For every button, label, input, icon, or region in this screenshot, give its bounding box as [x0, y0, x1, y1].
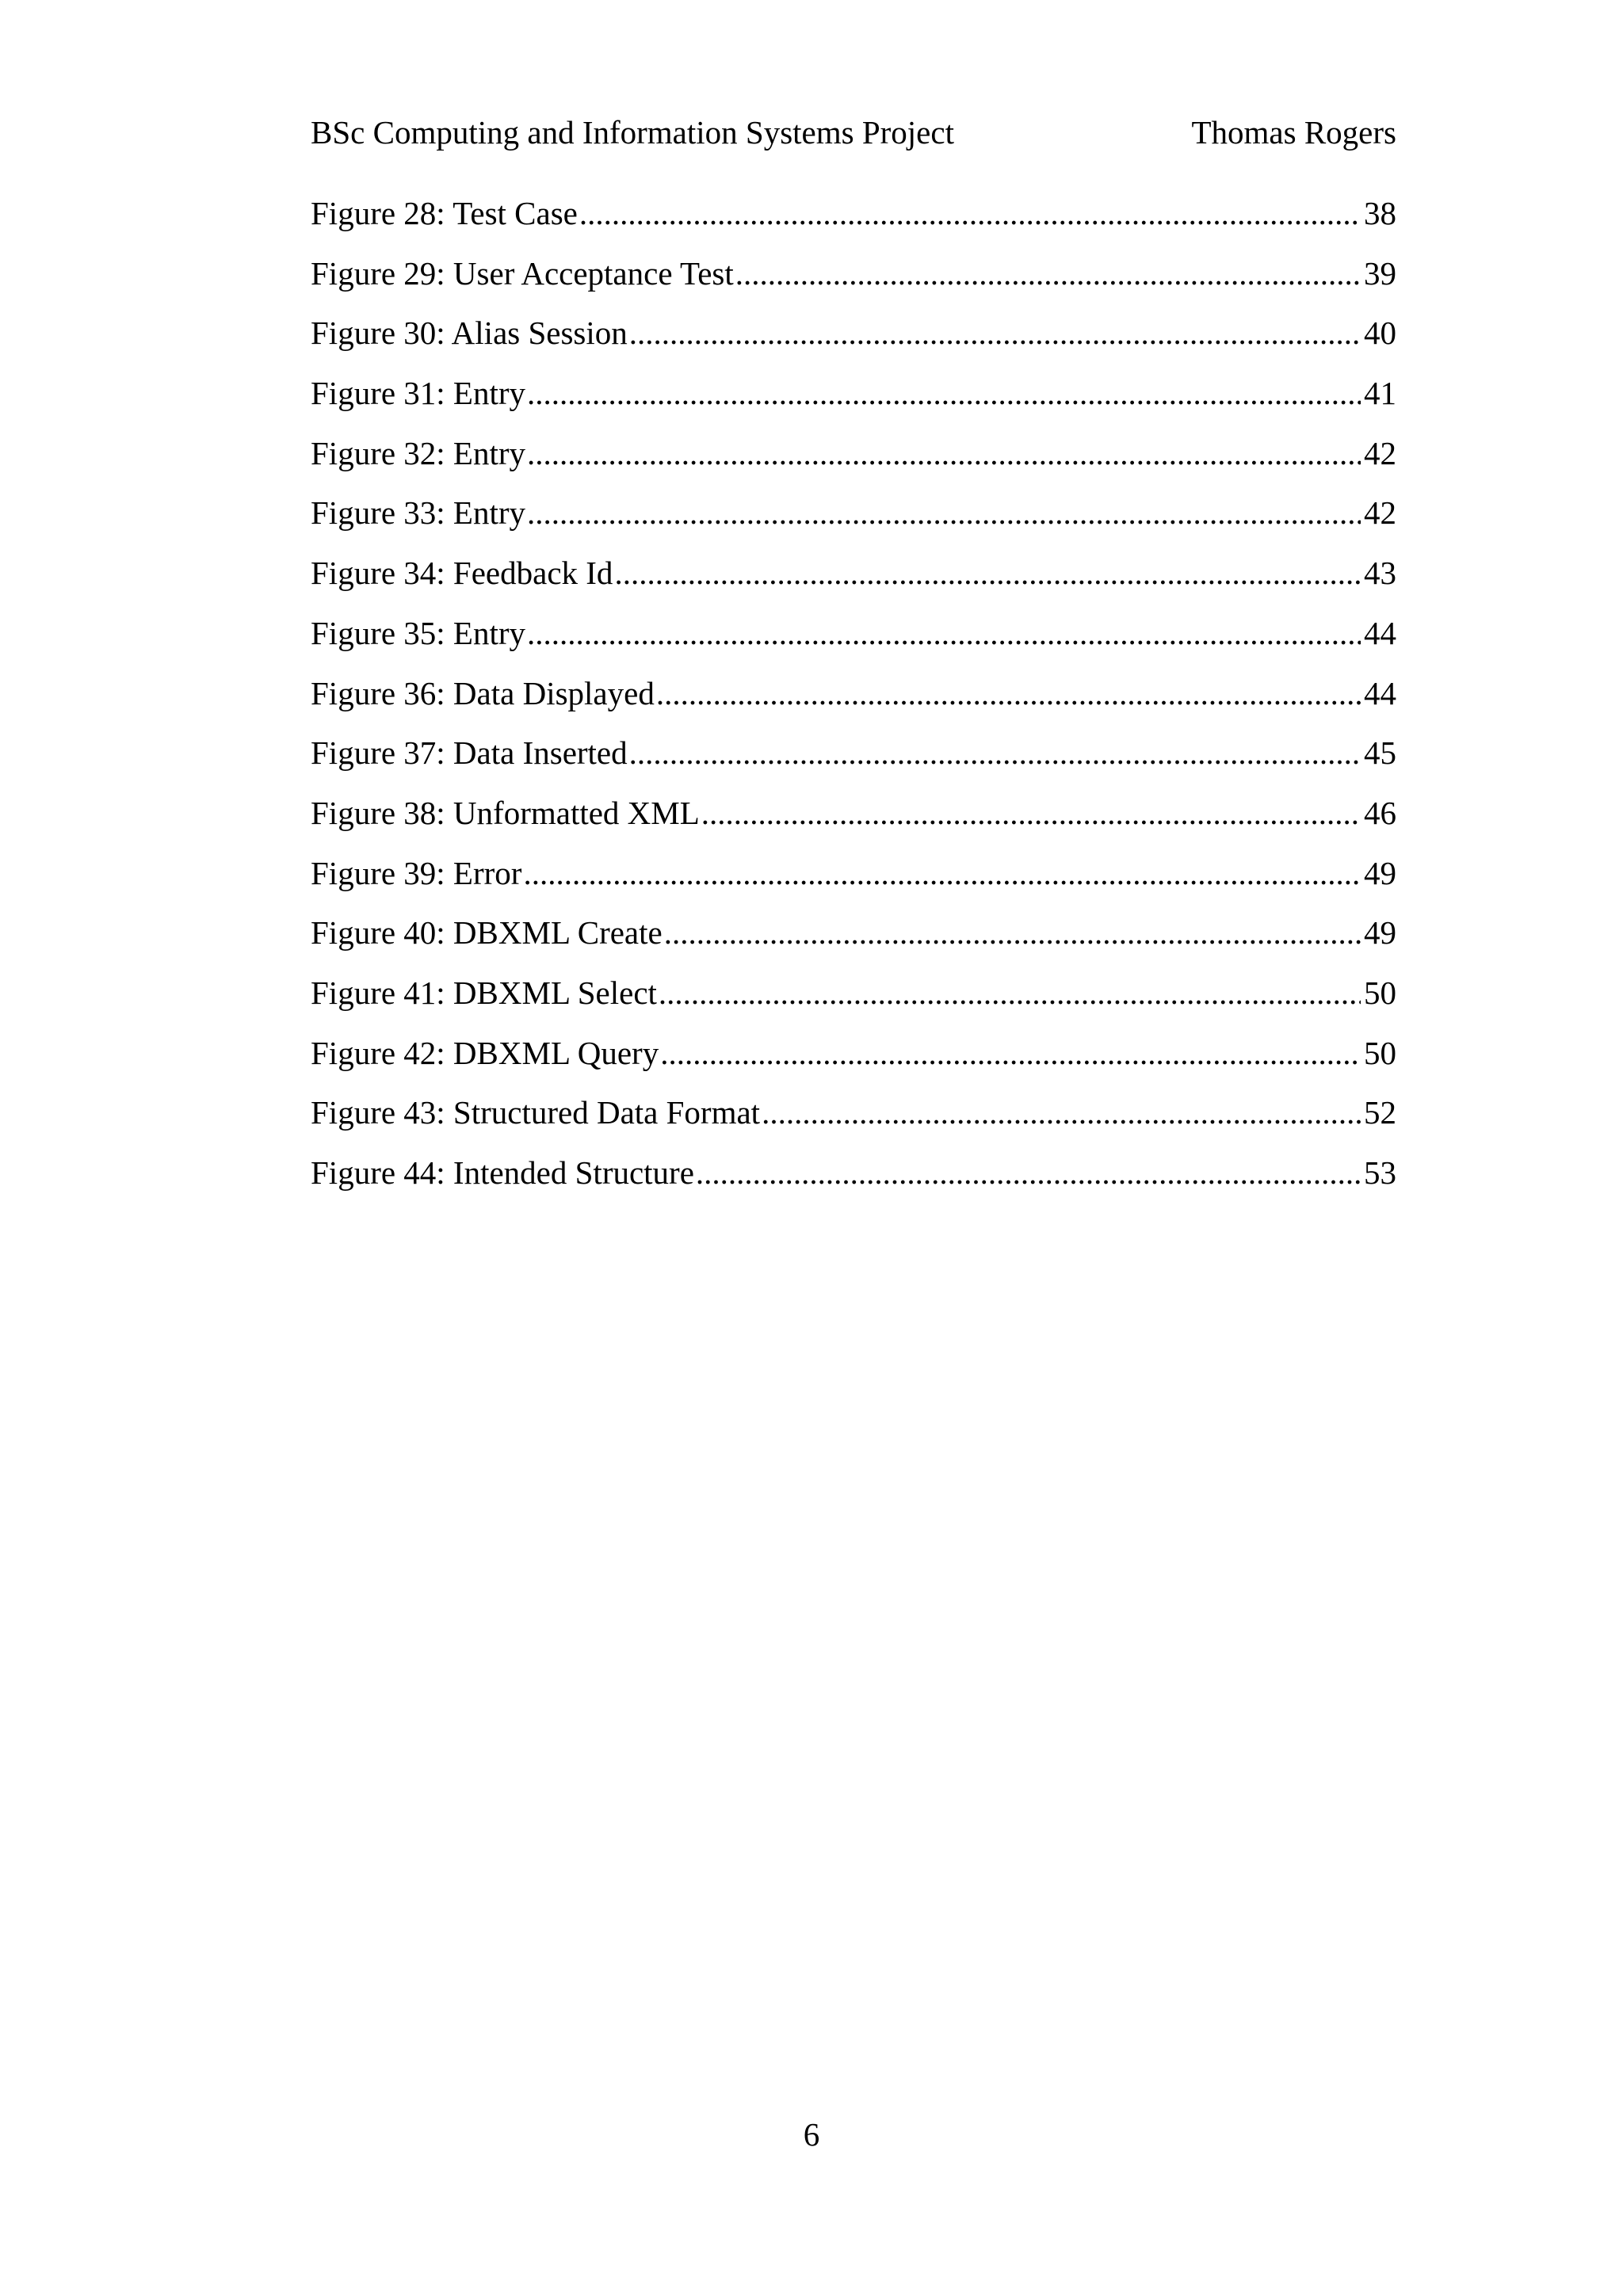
toc-entry-label: Figure 32: Entry: [311, 434, 526, 471]
toc-dot-leader: [527, 609, 1361, 657]
toc-entry-label: Figure 28: Test Case: [311, 195, 578, 231]
toc-dot-leader: [614, 549, 1361, 597]
toc-dot-leader: [527, 369, 1361, 417]
toc-entry-page: 39: [1364, 254, 1396, 292]
toc-entry-label: Figure 36: Data Displayed: [311, 674, 655, 711]
toc-entry-page: 44: [1364, 614, 1396, 651]
toc-entry-label: Figure 40: DBXML Create: [311, 914, 663, 952]
toc-entry[interactable]: [311, 189, 1396, 250]
toc-dot-leader: [656, 669, 1361, 717]
toc-entry[interactable]: [311, 369, 1396, 429]
toc-dot-leader: [659, 969, 1361, 1016]
document-title: BSc Computing and Information Systems Project: [311, 114, 954, 151]
toc-dot-leader: [629, 309, 1361, 357]
toc-entry[interactable]: [311, 429, 1396, 490]
toc-entry-page: 41: [1364, 375, 1396, 412]
toc-entry-label: Figure 44: Intended Structure: [311, 1154, 694, 1191]
toc-dot-leader: [696, 1149, 1361, 1196]
toc-entry-page: 43: [1364, 555, 1396, 592]
toc-entry[interactable]: [311, 489, 1396, 549]
toc-entry-label: Figure 39: Error: [311, 854, 522, 891]
toc-entry-page: 44: [1364, 674, 1396, 711]
toc-dot-leader: [629, 729, 1361, 776]
toc-entry-label: Figure 41: DBXML Select: [311, 974, 657, 1011]
toc-entry-label: Figure 42: DBXML Query: [311, 1034, 659, 1071]
toc-dot-leader: [762, 1089, 1361, 1136]
toc-entry[interactable]: [311, 250, 1396, 310]
toc-entry-page: 50: [1364, 974, 1396, 1011]
toc-entry-label: Figure 34: Feedback Id: [311, 555, 613, 592]
toc-entry[interactable]: [311, 609, 1396, 669]
list-of-figures: [311, 189, 1396, 1209]
toc-entry-label: Figure 43: Structured Data Format: [311, 1094, 761, 1131]
toc-entry-page: 49: [1364, 854, 1396, 891]
toc-entry[interactable]: [311, 969, 1396, 1029]
author-name: Thomas Rogers: [1191, 114, 1396, 151]
toc-dot-leader: [523, 849, 1361, 897]
toc-dot-leader: [660, 1029, 1361, 1077]
toc-entry-page: 52: [1364, 1094, 1396, 1131]
toc-dot-leader: [579, 189, 1361, 237]
toc-entry-page: 38: [1364, 195, 1396, 231]
toc-entry-page: 53: [1364, 1154, 1396, 1191]
toc-entry-label: Figure 33: Entry: [311, 494, 526, 532]
toc-entry[interactable]: [311, 1149, 1396, 1209]
toc-dot-leader: [664, 909, 1361, 956]
page-header: [311, 109, 1396, 156]
toc-dot-leader: [701, 789, 1361, 837]
toc-entry[interactable]: [311, 549, 1396, 609]
toc-dot-leader: [735, 250, 1361, 297]
toc-entry[interactable]: [311, 789, 1396, 849]
toc-entry-page: 49: [1364, 914, 1396, 952]
toc-entry-label: Figure 29: User Acceptance Test: [311, 254, 734, 292]
toc-entry-label: Figure 30: Alias Session: [311, 315, 628, 352]
toc-entry-label: Figure 35: Entry: [311, 614, 526, 651]
toc-entry-page: 40: [1364, 315, 1396, 352]
toc-entry[interactable]: [311, 729, 1396, 789]
toc-entry[interactable]: [311, 669, 1396, 730]
toc-entry[interactable]: [311, 1089, 1396, 1149]
page-number: 6: [803, 2116, 820, 2153]
toc-entry-page: 42: [1364, 494, 1396, 532]
toc-entry[interactable]: [311, 909, 1396, 969]
toc-entry-page: 45: [1364, 734, 1396, 772]
toc-dot-leader: [527, 489, 1361, 536]
toc-entry-page: 46: [1364, 794, 1396, 831]
toc-dot-leader: [527, 429, 1361, 477]
toc-entry-page: 42: [1364, 434, 1396, 471]
toc-entry-page: 50: [1364, 1034, 1396, 1071]
toc-entry-label: Figure 31: Entry: [311, 375, 526, 412]
toc-entry-label: Figure 37: Data Inserted: [311, 734, 628, 772]
toc-entry[interactable]: [311, 849, 1396, 910]
toc-entry[interactable]: [311, 1029, 1396, 1089]
toc-entry[interactable]: [311, 309, 1396, 369]
toc-entry-label: Figure 38: Unformatted XML: [311, 794, 700, 831]
